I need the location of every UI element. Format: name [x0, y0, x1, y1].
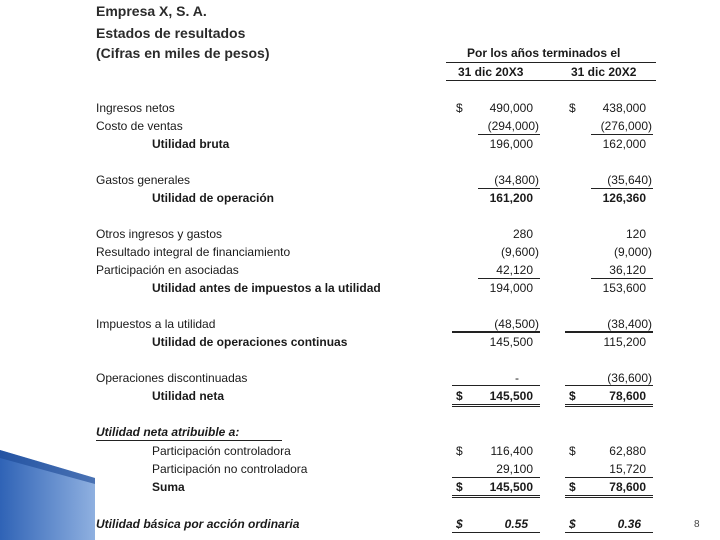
currency-sign: $: [569, 389, 576, 403]
slide-number: 8: [694, 519, 700, 530]
value-neta-20x3: 145,500: [489, 389, 533, 403]
value-suma-20x3: 145,500: [489, 480, 533, 494]
column-header-20x3: 31 dic 20X3: [458, 65, 524, 79]
value-financiamiento-20x2: (9,000): [613, 245, 652, 259]
subtotal-rule: [452, 477, 540, 478]
total-double-rule: [565, 404, 653, 407]
value-no-controladora-20x3: 29,100: [496, 462, 533, 476]
row-label-basica: Utilidad básica por acción ordinaria: [96, 517, 300, 531]
value-antes-impuestos-20x3: 194,000: [489, 281, 533, 295]
row-label-asociadas: Participación en asociadas: [96, 263, 239, 277]
value-ingresos-20x2: 438,000: [602, 101, 646, 115]
value-ingresos-20x3: 490,000: [489, 101, 533, 115]
subtotal-rule: [478, 278, 540, 279]
value-operacion-20x3: 161,200: [489, 191, 533, 205]
currency-sign: $: [569, 480, 576, 494]
value-suma-20x2: 78,600: [609, 480, 646, 494]
column-header-rule: [446, 80, 656, 81]
value-costo-20x2: (276,000): [600, 119, 652, 133]
value-antes-impuestos-20x2: 153,600: [602, 281, 646, 295]
currency-sign: $: [456, 517, 463, 531]
value-asociadas-20x2: 36,120: [609, 263, 646, 277]
subtotal-rule: [452, 385, 540, 386]
row-label-otros: Otros ingresos y gastos: [96, 227, 223, 241]
total-double-rule: [452, 404, 540, 407]
value-basica-20x2: 0.36: [617, 517, 641, 531]
currency-sign: $: [569, 444, 576, 458]
total-double-rule: [452, 495, 540, 498]
subtotal-rule: [591, 134, 653, 135]
atribuible-underline: [96, 440, 282, 441]
subtotal-rule: [591, 278, 653, 279]
value-no-controladora-20x2: 15,720: [609, 462, 646, 476]
subtotal-rule: [565, 331, 653, 333]
value-otros-20x2: 120: [625, 227, 646, 241]
row-label-impuestos: Impuestos a la utilidad: [96, 317, 216, 331]
currency-sign: $: [456, 101, 463, 115]
currency-sign: $: [569, 517, 576, 531]
report-title: Estados de resultados: [96, 25, 246, 41]
period-header: Por los años terminados el: [467, 46, 621, 60]
total-double-rule: [565, 495, 653, 498]
value-impuestos-20x3: (48,500): [494, 317, 539, 331]
value-impuestos-20x2: (38,400): [607, 317, 652, 331]
value-discontinuadas-20x3: -: [515, 371, 519, 385]
row-label-controladora: Participación controladora: [152, 444, 291, 458]
value-continuas-20x2: 115,200: [603, 335, 646, 349]
currency-sign: $: [569, 101, 576, 115]
currency-sign: $: [456, 444, 463, 458]
row-label-no-controladora: Participación no controladora: [152, 462, 308, 476]
row-label-gastos: Gastos generales: [96, 173, 191, 187]
period-header-rule: [446, 62, 656, 63]
row-label-continuas: Utilidad de operaciones continuas: [152, 335, 348, 349]
value-otros-20x3: 280: [512, 227, 533, 241]
row-label-costo: Costo de ventas: [96, 119, 183, 133]
row-label-operacion: Utilidad de operación: [152, 191, 275, 205]
row-label-neta: Utilidad neta: [152, 389, 225, 403]
subtotal-rule: [565, 477, 653, 478]
value-operacion-20x2: 126,360: [602, 191, 646, 205]
decorative-blue-shape: [0, 450, 100, 540]
currency-sign: $: [456, 480, 463, 494]
row-label-suma: Suma: [152, 480, 185, 494]
subtotal-rule: [565, 385, 653, 386]
value-financiamiento-20x3: (9,600): [500, 245, 539, 259]
value-asociadas-20x3: 42,120: [496, 263, 533, 277]
subtotal-rule: [478, 188, 540, 189]
subtotal-rule: [478, 134, 540, 135]
value-bruta-20x3: 196,000: [489, 137, 533, 151]
company-name: Empresa X, S. A.: [96, 3, 207, 19]
value-discontinuadas-20x2: (36,600): [607, 371, 652, 385]
value-continuas-20x3: 145,500: [489, 335, 533, 349]
row-label-atribuible: Utilidad neta atribuible a:: [96, 425, 240, 439]
row-label-bruta: Utilidad bruta: [152, 137, 230, 151]
value-bruta-20x2: 162,000: [602, 137, 646, 151]
value-neta-20x2: 78,600: [609, 389, 646, 403]
row-label-discontinuadas: Operaciones discontinuadas: [96, 371, 248, 385]
row-label-antes-impuestos: Utilidad antes de impuestos a la utilidad: [152, 281, 381, 295]
value-costo-20x3: (294,000): [487, 119, 539, 133]
column-header-20x2: 31 dic 20X2: [571, 65, 637, 79]
total-rule: [452, 532, 540, 533]
row-label-financiamiento: Resultado integral de financiamiento: [96, 245, 291, 259]
value-controladora-20x3: 116,400: [490, 444, 533, 458]
value-gastos-20x3: (34,800): [494, 173, 539, 187]
value-controladora-20x2: 62,880: [609, 444, 646, 458]
currency-sign: $: [456, 389, 463, 403]
subtotal-rule: [591, 188, 653, 189]
value-gastos-20x2: (35,640): [607, 173, 652, 187]
total-rule: [565, 532, 653, 533]
subtotal-rule: [452, 331, 540, 333]
units-note: (Cifras en miles de pesos): [96, 45, 270, 61]
row-label-ingresos: Ingresos netos: [96, 101, 175, 115]
value-basica-20x3: 0.55: [504, 517, 528, 531]
